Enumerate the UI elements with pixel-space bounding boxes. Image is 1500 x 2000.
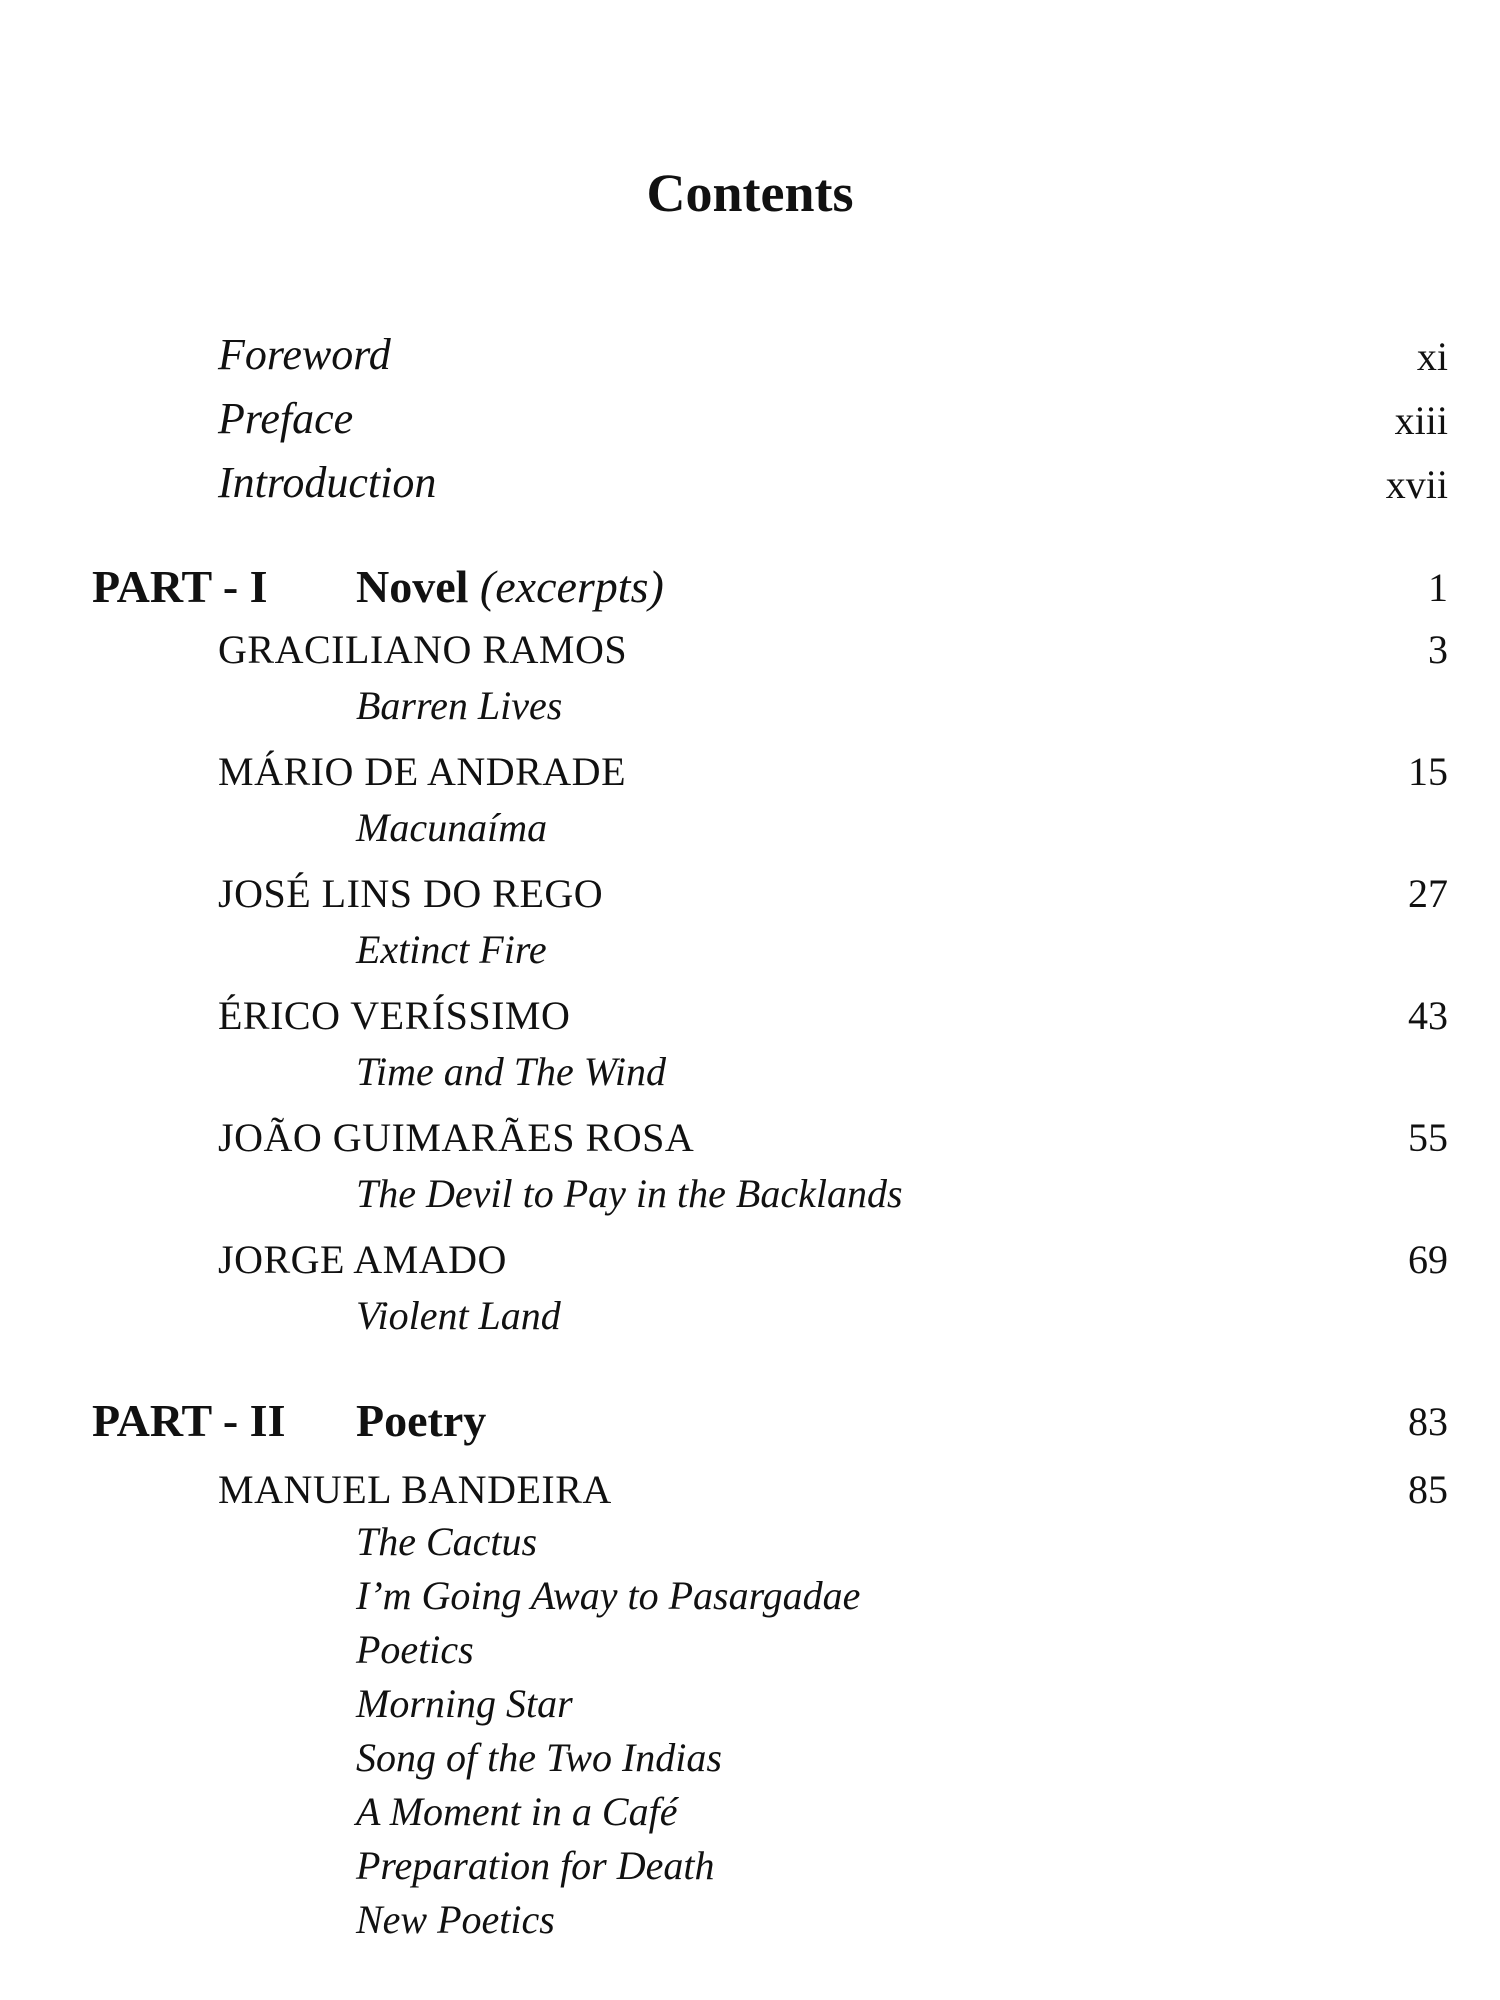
page-number: xi [1416, 334, 1448, 379]
toc-entry-preface: Preface [218, 394, 354, 443]
toc-work: The Devil to Pay in the Backlands [356, 1171, 903, 1216]
page-number: xvii [1385, 462, 1448, 507]
part-label: PART - II [92, 1395, 286, 1446]
page-title: Contents [646, 163, 854, 223]
toc-poem: The Cactus [356, 1519, 538, 1564]
page-number: 43 [1408, 993, 1448, 1038]
part-title [356, 561, 664, 612]
toc-entry-foreword: Foreword [218, 330, 391, 379]
page-number: 55 [1408, 1115, 1448, 1160]
page-number: xiii [1394, 398, 1448, 443]
toc-work: Time and The Wind [356, 1049, 667, 1094]
page-number: 15 [1408, 749, 1448, 794]
toc-poem: Morning Star [356, 1681, 573, 1726]
toc-entry-introduction: Introduction [218, 458, 437, 507]
toc-author: MÁRIO DE ANDRADE [218, 749, 626, 794]
toc-poem: A Moment in a Café [356, 1789, 678, 1834]
part-title-text: Novel [356, 561, 469, 612]
toc-work: Macunaíma [356, 805, 548, 850]
toc-author: MANUEL BANDEIRA [218, 1467, 612, 1512]
toc-author: GRACILIANO RAMOS [218, 627, 628, 672]
page-number: 3 [1428, 627, 1448, 672]
toc-poem: Preparation for Death [356, 1843, 715, 1888]
toc-work: Barren Lives [356, 683, 563, 728]
page-number: 1 [1428, 565, 1448, 610]
toc-work: Extinct Fire [356, 927, 547, 972]
page-number: 69 [1408, 1237, 1448, 1282]
toc-author: JOSÉ LINS DO REGO [218, 871, 604, 916]
part-label: PART - I [92, 561, 268, 612]
toc-author: ÉRICO VERÍSSIMO [218, 993, 571, 1038]
toc-author: JORGE AMADO [218, 1237, 507, 1282]
toc-author: JOÃO GUIMARÃES ROSA [218, 1115, 695, 1160]
toc-poem: Song of the Two Indias [356, 1735, 722, 1780]
toc-work: Violent Land [356, 1293, 561, 1338]
page-number: 85 [1408, 1467, 1448, 1512]
toc-poem: I’m Going Away to Pasargadae [356, 1573, 861, 1618]
toc-poem: Poetics [356, 1627, 474, 1672]
part-title: Poetry [356, 1395, 487, 1446]
page-number: 27 [1408, 871, 1448, 916]
part-subtitle: (excerpts) [479, 561, 664, 612]
page-number: 83 [1408, 1399, 1448, 1444]
toc-poem: New Poetics [356, 1897, 555, 1942]
